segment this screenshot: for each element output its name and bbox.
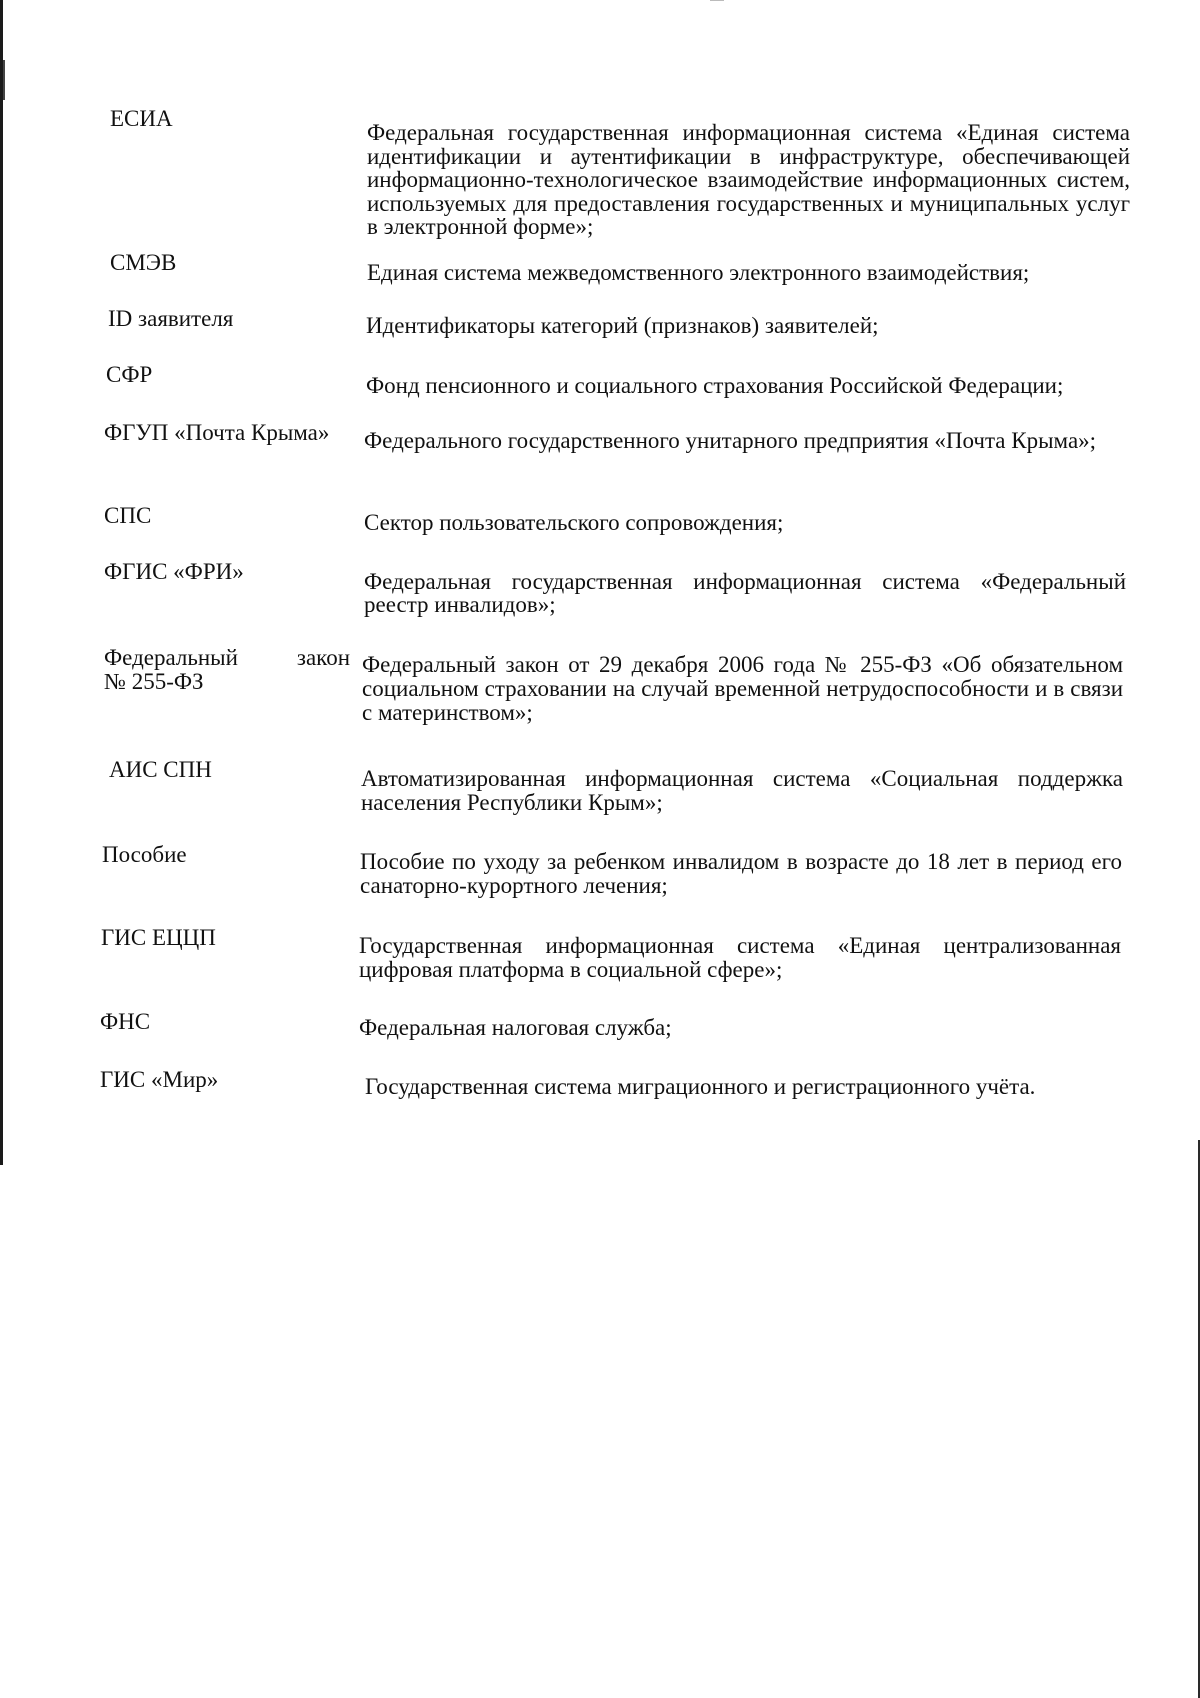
scan-edge-mark: [3, 60, 5, 100]
term-part: № 255-ФЗ: [104, 669, 204, 694]
abbreviation-definition: Федеральная налоговая служба;: [359, 1015, 672, 1040]
abbreviation-term: ФГИС «ФРИ»: [104, 559, 244, 584]
scan-edge-left: [0, 0, 3, 1165]
abbreviation-definition: Федеральная государственная информационная система «Единая система идентификации и аутентификации в инфраструктуре, обеспечивающей информационно-технологическое взаимодействие информационных систем, используемых для предоставления государственных и муниципальных услуг в электронной форме»;: [367, 120, 1130, 239]
abbreviation-term: ID заявителя: [108, 306, 234, 331]
abbreviation-term: ФНС: [100, 1009, 151, 1034]
abbreviation-definition: Федеральная государственная информационная система «Федеральный реестр инвалидов»;: [364, 569, 1126, 617]
abbreviation-term: ГИС ЕЦЦП: [101, 925, 216, 950]
abbreviation-definition: Единая система межведомственного электронного взаимодействия;: [367, 260, 1030, 285]
abbreviation-definition: Идентификаторы категорий (признаков) заявителей;: [366, 313, 879, 338]
abbreviation-term: СМЭВ: [110, 250, 177, 275]
abbreviation-definition: Государственная система миграционного и регистрационного учёта.: [365, 1074, 1036, 1099]
abbreviation-definition: Федеральный закон от 29 декабря 2006 года № 255-ФЗ «Об обязательном социальном страховании на случай временной нетрудоспособности и в связи с материнством»;: [362, 652, 1123, 725]
abbreviation-definition: Фонд пенсионного и социального страхования Российской Федерации;: [366, 373, 1064, 398]
abbreviation-term: [104, 646, 350, 694]
abbreviation-definition: Государственная информационная система «Единая централизованная цифровая платформа в социальной сфере»;: [359, 933, 1121, 982]
abbreviation-definition: Пособие по уходу за ребенком инвалидом в возрасте до 18 лет в период его санаторно-курортного лечения;: [360, 849, 1122, 898]
abbreviation-term: СФР: [106, 362, 153, 387]
abbreviation-definition: Федерального государственного унитарного предприятия «Почта Крыма»;: [364, 428, 1097, 453]
scan-artifact: [710, 0, 724, 1]
term-part: закон: [296, 645, 350, 670]
abbreviation-term: Пособие: [102, 842, 187, 867]
abbreviation-definition: Сектор пользовательского сопровождения;: [364, 510, 784, 535]
abbreviation-definition: Автоматизированная информационная система «Социальная поддержка населения Республики Крым»;: [361, 766, 1123, 815]
abbreviation-term: СПС: [104, 503, 152, 528]
abbreviation-term: АИС СПН: [109, 757, 212, 782]
term-part: Федеральный: [104, 645, 238, 670]
abbreviation-term: ФГУП «Почта Крыма»: [104, 420, 330, 445]
abbreviation-term: ЕСИА: [110, 106, 173, 131]
abbreviation-term: ГИС «Мир»: [100, 1067, 219, 1092]
